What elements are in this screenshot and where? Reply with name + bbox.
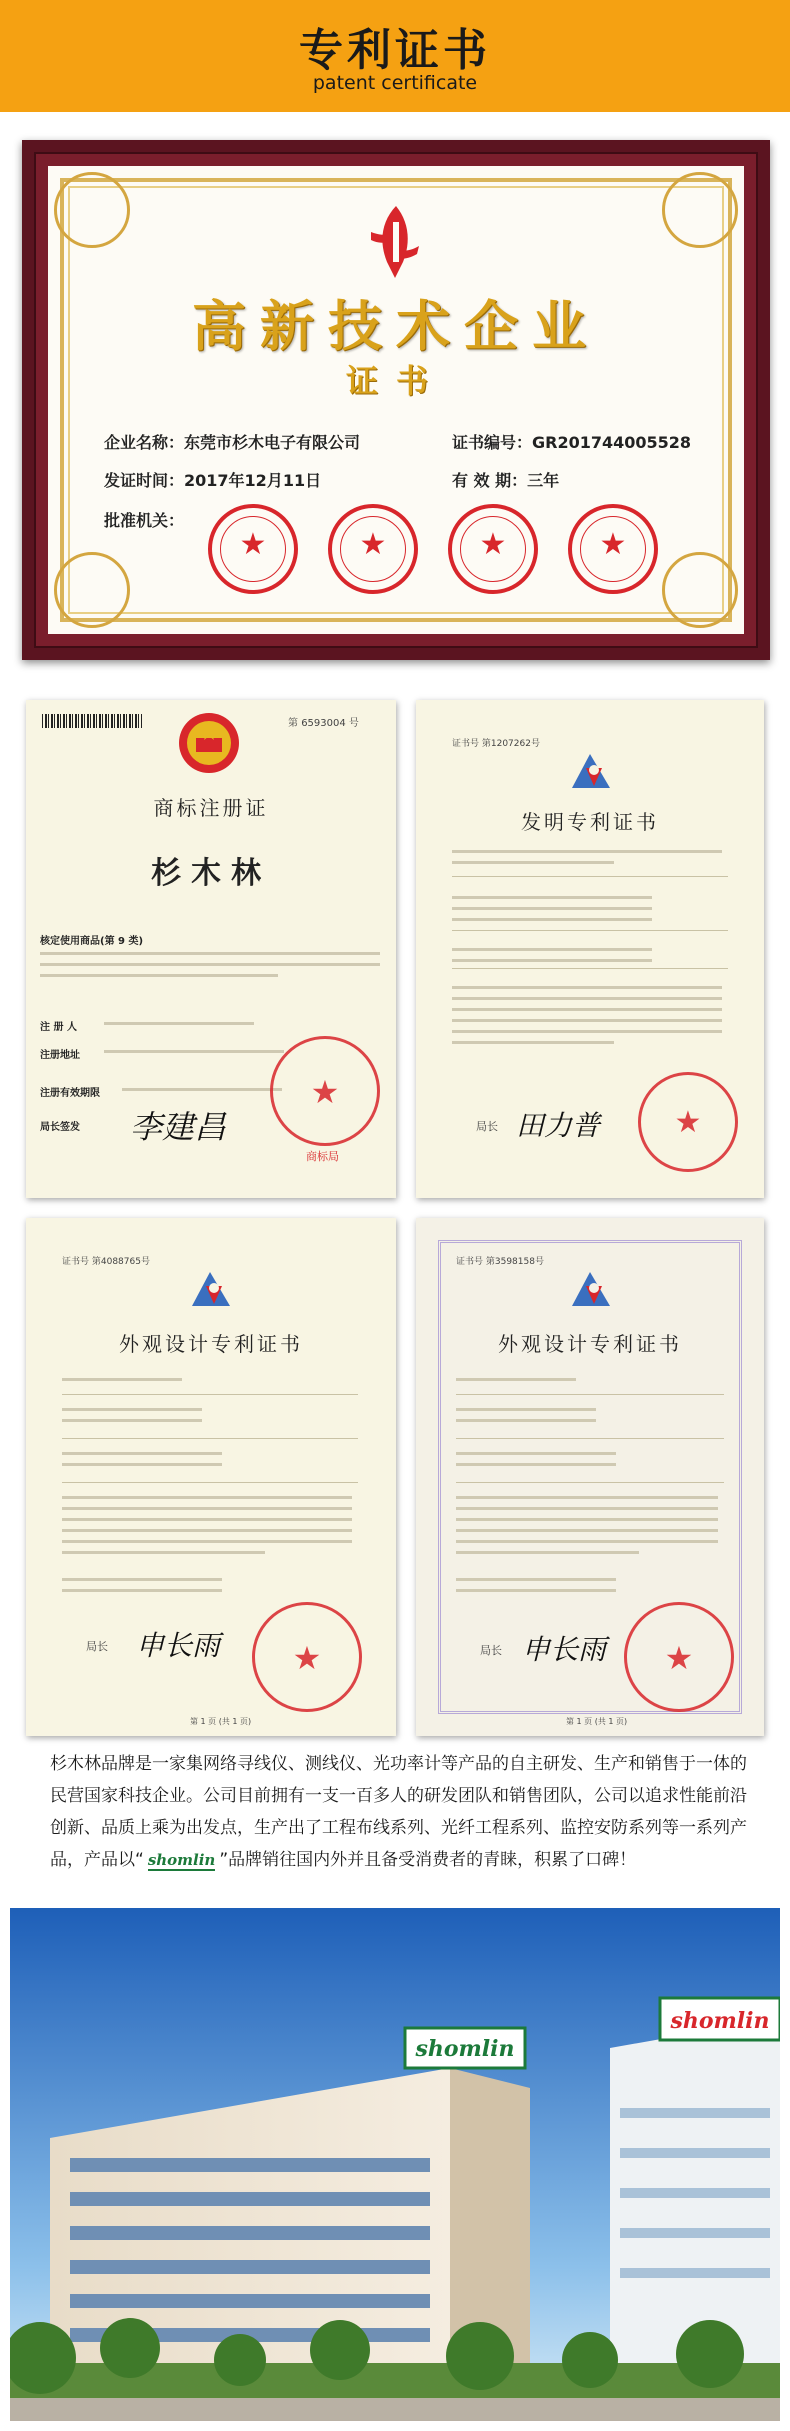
director-signature: 田力普	[516, 1109, 601, 1142]
director-label: 局长签发	[40, 1122, 80, 1133]
trademark-number: 第 6593004 号	[288, 718, 359, 729]
building-sign-side: shomlin	[670, 2008, 770, 2034]
company-intro: 杉木林品牌是一家集网络寻线仪、测线仪、光功率计等产品的自主研发、生产和销售于一体的民营国家科技企业。公司目前拥有一支一百多人的研发团队和销售团队，公司以追求性能前沿创新、品质上乘为出发点，生产出了工程布线系列、光纤工程系列、监控安防系列等一系列产品，产品以“ shomlin ”品牌销往国内外并且备受消费者的青睐，积累了口碑！	[50, 1754, 747, 1870]
red-seal-icon: ★	[624, 1602, 734, 1712]
authority-label: 批准机关：	[104, 511, 185, 530]
national-emblem-icon	[174, 710, 244, 776]
patent-office-logo-icon	[566, 748, 616, 796]
page-title: 专利证书	[299, 25, 491, 76]
director-label: 局长	[476, 1120, 498, 1133]
hightech-title: 高新技术企业	[192, 294, 600, 358]
goods-label: 核定使用商品(第 9 类)	[40, 936, 144, 947]
red-seal-icon: ★	[208, 504, 298, 594]
red-seal-icon: ★	[328, 504, 418, 594]
barcode	[42, 714, 142, 728]
registrant-label: 注 册 人	[40, 1022, 77, 1033]
director-signature: 李建昌	[130, 1108, 227, 1146]
hightech-logo-icon	[351, 202, 441, 282]
brand-logo: shomlin	[147, 1851, 216, 1869]
company-building-image	[10, 1908, 780, 2421]
validity-field: 有 效 期：三年	[452, 471, 560, 490]
red-seal-icon: ★	[448, 504, 538, 594]
red-seal-icon: ★	[568, 504, 658, 594]
company-name: 东莞市杉木电子有限公司	[184, 433, 361, 452]
issue-date: 2017年12月11日	[184, 471, 322, 490]
invention-patent-certificate: 证书号 第1207262号 发明专利证书 局长 田力普 ★	[416, 700, 764, 1198]
director-signature: 申长雨	[136, 1629, 221, 1662]
cert-number: GR201744005528	[532, 433, 692, 452]
issue-date-field: 发证时间：2017年12月11日	[104, 471, 322, 490]
design-patent-title-2: 外观设计专利证书	[498, 1332, 682, 1356]
trademark-title: 商标注册证	[153, 796, 269, 820]
director-signature: 申长雨	[522, 1633, 607, 1666]
hightech-certificate	[48, 166, 744, 634]
trademark-certificate	[26, 700, 396, 1198]
patent-office-logo-icon	[186, 1266, 236, 1314]
address-label: 注册地址	[40, 1050, 80, 1061]
trademark-brand: 杉木林	[151, 856, 271, 891]
validity-label: 注册有效期限	[40, 1088, 100, 1099]
invention-patent-title: 发明专利证书	[521, 810, 659, 834]
ornament-corner	[662, 552, 738, 628]
red-seal-icon: ★	[638, 1072, 738, 1172]
seal-text: 商标局	[306, 1150, 339, 1163]
ornament-corner	[54, 552, 130, 628]
page-header	[0, 0, 790, 112]
page-subtitle: patent certificate	[312, 72, 478, 94]
red-seal-icon: ★	[270, 1036, 380, 1146]
company-field: 企业名称：东莞市杉木电子有限公司	[104, 433, 361, 452]
ornament-corner	[662, 172, 738, 248]
design-patent-certificate-1: 证书号 第4088765号 外观设计专利证书 局长 申长雨 ★ 第 1 页 (共 1 页)	[26, 1218, 396, 1736]
building-sign: shomlin	[415, 2036, 515, 2062]
director-label: 局长	[480, 1644, 502, 1657]
design-patent-certificate-2: 证书号 第3598158号 外观设计专利证书 局长 申长雨 ★ 第 1 页 (共 1 页)	[416, 1218, 764, 1736]
director-label: 局长	[86, 1640, 108, 1653]
validity: 三年	[527, 471, 560, 490]
ornament-corner	[54, 172, 130, 248]
cert-number-field: 证书编号：GR201744005528	[452, 433, 692, 452]
patent-office-logo-icon	[566, 1266, 616, 1314]
design-patent-title-1: 外观设计专利证书	[119, 1332, 303, 1356]
red-seal-icon: ★	[252, 1602, 362, 1712]
hightech-subtitle: 证书	[345, 362, 446, 400]
hightech-certificate-frame	[22, 140, 770, 660]
